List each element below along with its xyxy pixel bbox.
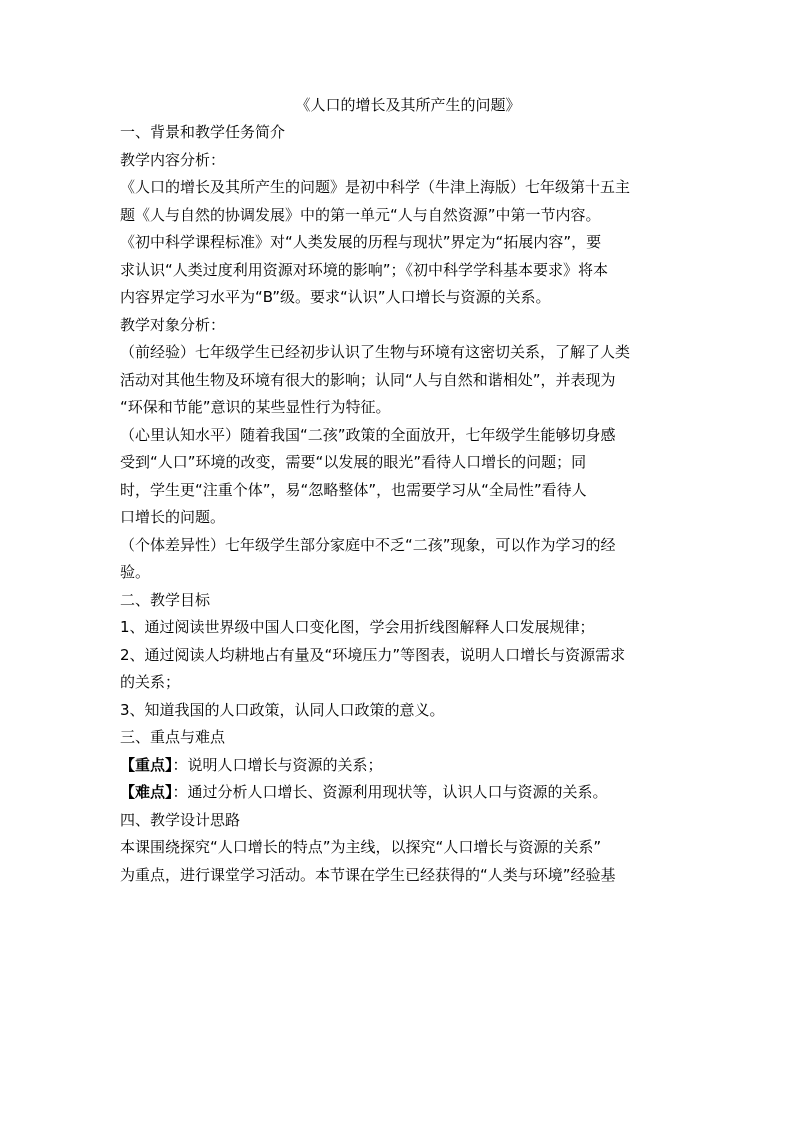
- design-paragraph-line-1: 本课围绕探究“人口增长的特点”为主线，以探究“人口增长与资源的关系”: [120, 838, 602, 856]
- section-heading-goals: 二、教学目标: [120, 590, 211, 609]
- audience-paragraph-2-line-4: 口增长的问题。: [120, 508, 226, 526]
- audience-paragraph-2-line-2: 受到“人口”环境的改变，需要“以发展的眼光”看待人口增长的问题；同: [120, 453, 587, 471]
- audience-paragraph-1-line-1: （前经验）七年级学生已经初步认识了生物与环境有这密切关系，了解了人类: [120, 343, 631, 361]
- goal-2-line-1: 2、通过阅读人均耕地占有量及“环境压力”等图表，说明人口增长与资源需求: [120, 645, 626, 664]
- section-heading-background: 一、背景和教学任务简介: [120, 123, 286, 141]
- audience-paragraph-3-line-2: 验。: [120, 563, 151, 581]
- goal-2-line-2: 的关系；: [120, 673, 181, 691]
- content-analysis-label: 教学内容分析：: [120, 150, 226, 169]
- key-point-text: ：说明人口增长与资源的关系；: [172, 755, 383, 774]
- difficult-point-row: [120, 779, 684, 807]
- section-heading-key-points: 三、重点与难点: [120, 728, 226, 746]
- difficult-point-label: 【难点】: [120, 783, 173, 801]
- audience-analysis-label: 教学对象分析：: [120, 315, 226, 334]
- content-paragraph-1-line-1: 《人口的增长及其所产生的问题》是初中科学（牛津上海版）七年级第十五主: [120, 178, 631, 196]
- content-paragraph-2-line-3: 内容界定学习水平为“B”级。要求“认识”人口增长与资源的关系。: [120, 288, 551, 306]
- key-point-label: 【重点】: [120, 755, 173, 774]
- key-point-row: [120, 752, 684, 780]
- section-heading-design: 四、教学设计思路: [120, 810, 241, 829]
- audience-paragraph-2-line-3: 时，学生更“注重个体”，易“忽略整体”，也需要学习从“全局性”看待人: [120, 480, 587, 499]
- content-paragraph-2-line-2: 求认识“人类过度利用资源对环境的影响”；《初中科学学科基本要求》将本: [120, 260, 609, 279]
- audience-paragraph-1-line-2: 活动对其他生物及环境有很大的影响；认同“人与自然和谐相处”，并表现为: [120, 370, 616, 389]
- audience-paragraph-1-line-3: “环保和节能”意识的某些显性行为特征。: [120, 398, 391, 416]
- content-paragraph-2-line-1: 《初中科学课程标准》对“人类发展的历程与现状”界定为“拓展内容”，要: [120, 233, 602, 251]
- audience-paragraph-2-line-1: （心里认知水平）随着我国“二孩”政策的全面放开，七年级学生能够切身感: [120, 425, 616, 444]
- design-paragraph-line-2: 为重点，进行课堂学习活动。本节课在学生已经获得的“人类与环境”经验基: [120, 865, 616, 884]
- document-title: 《人口的增长及其所产生的问题》: [295, 96, 521, 114]
- goal-1: 1、通过阅读世界级中国人口变化图，学会用折线图解释人口发展规律；: [120, 618, 595, 636]
- goal-3: 3、知道我国的人口政策，认同人口政策的意义。: [120, 700, 445, 719]
- content-paragraph-1-line-2: 题《人与自然的协调发展》中的第一单元“人与自然资源”中第一节内容。: [120, 205, 601, 224]
- audience-paragraph-3-line-1: （个体差异性）七年级学生部分家庭中不乏“二孩”现象，可以作为学习的经: [120, 535, 616, 554]
- difficult-point-text: ：通过分析人口增长、资源利用现状等，认识人口与资源的关系。: [172, 783, 608, 801]
